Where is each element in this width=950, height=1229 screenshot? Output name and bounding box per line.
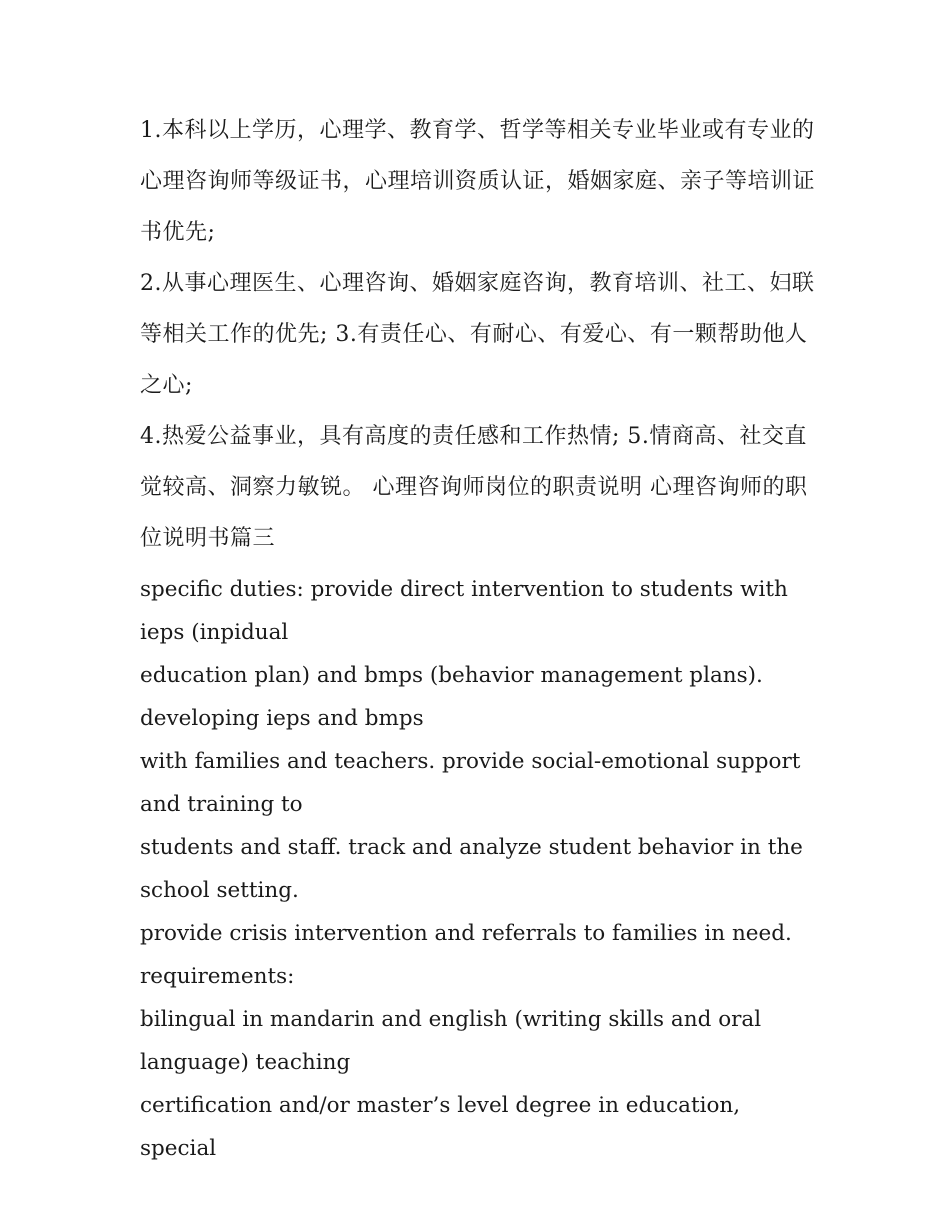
paragraph-qualifications-education: 1.本科以上学历，心理学、教育学、哲学等相关专业毕业或有专业的心理咨询师等级证书，心理培训资质认证，婚姻家庭、亲子等培训证书优先; xyxy=(140,118,816,245)
text-line: bilingual in mandarin and english (writing skills and oral language) teaching xyxy=(140,1007,762,1075)
text-line: students and staff. track and analyze student behavior in the school setting. xyxy=(140,835,803,903)
english-section xyxy=(140,568,820,1170)
text-line: provide crisis intervention and referrals to families in need. xyxy=(140,921,792,946)
text-line: certification and/or master’s level degree in education, special xyxy=(140,1093,741,1161)
text-line: with families and teachers. provide social-emotional support and training to xyxy=(140,749,801,817)
document-body xyxy=(140,105,820,1170)
section-heading-requirements: requirements: xyxy=(140,964,295,989)
text-line: specific duties: provide direct intervention to students with ieps (inpidual xyxy=(140,577,788,645)
paragraph-qualifications-traits: 4.热爱公益事业，具有高度的责任感和工作热情; 5.情商高、社交直觉较高、洞察力敏锐。 心理咨询师岗位的职责说明 心理咨询师的职位说明书篇三 xyxy=(140,424,808,551)
paragraph-qualifications-experience: 2.从事心理医生、心理咨询、婚姻家庭咨询，教育培训、社工、妇联等相关工作的优先; 3.有责任心、有耐心、有爱心、有一颗帮助他人之心; xyxy=(140,271,815,398)
text-line: education plan) and bmps (behavior management plans). developing ieps and bmps xyxy=(140,663,763,731)
